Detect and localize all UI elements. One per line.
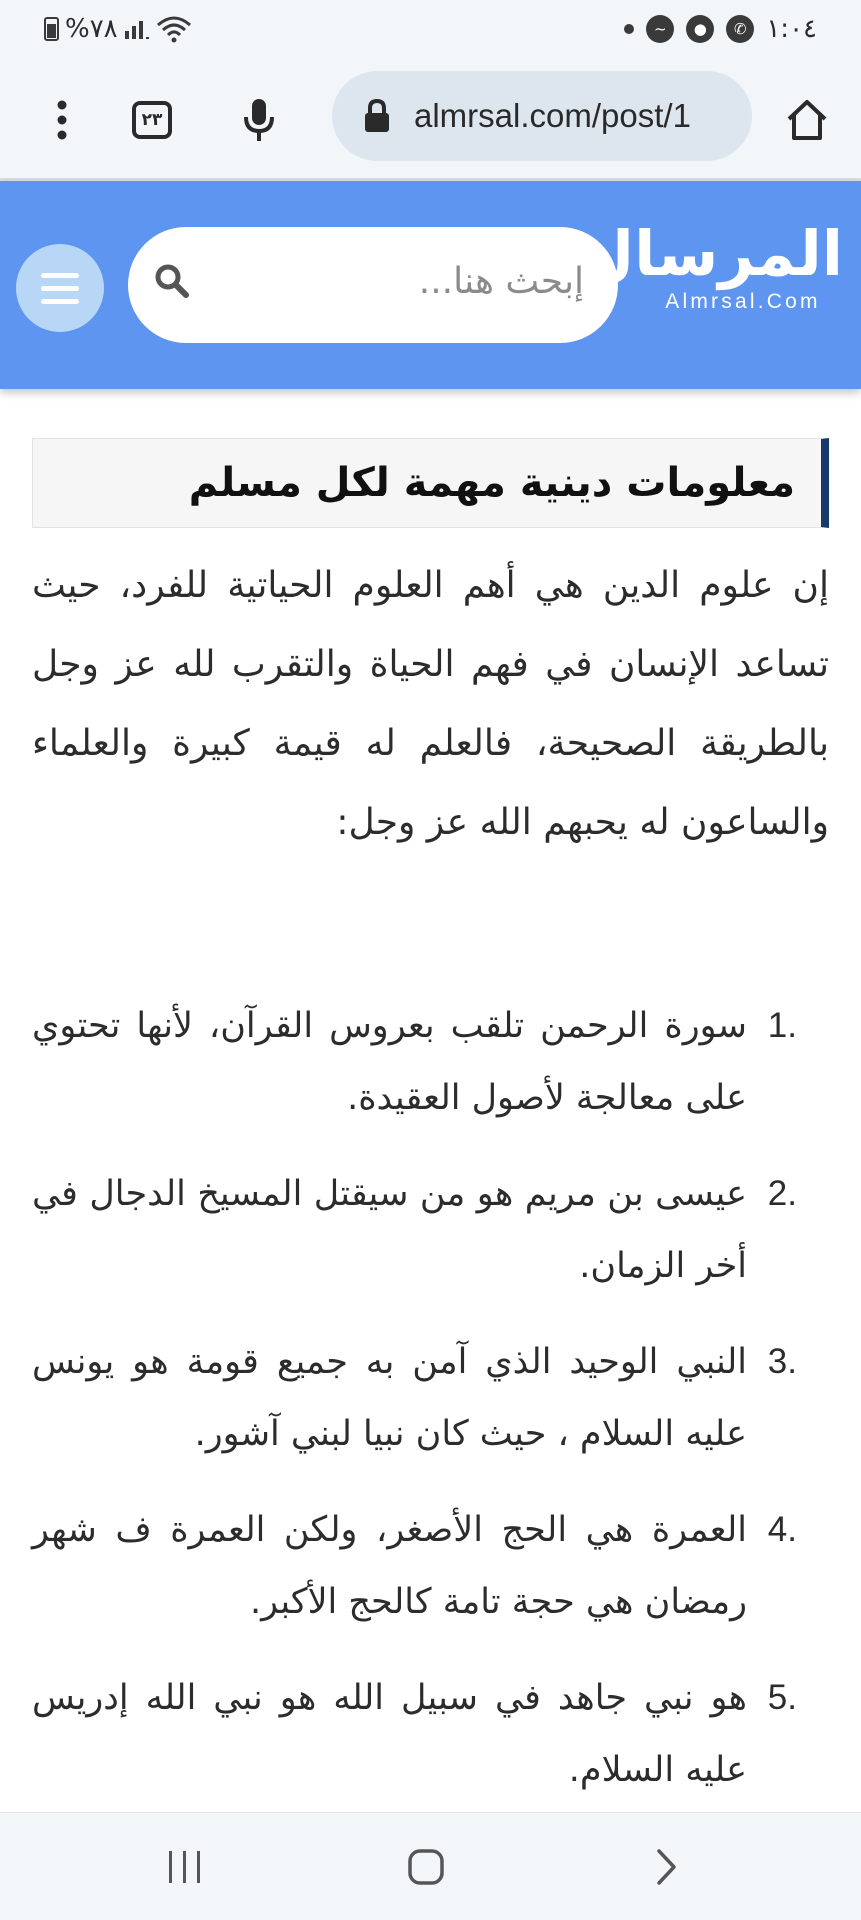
signal-icon <box>124 17 150 41</box>
list-item-number: 4. <box>767 1510 797 1549</box>
wifi-icon <box>156 15 192 43</box>
list-item-text: النبي الوحيد الذي آمن به جميع قومة هو يونس عليه السلام ، حيث كان نبيا لبني آشور. <box>32 1342 747 1454</box>
list-item-number: 3. <box>767 1342 797 1381</box>
voice-search-button[interactable] <box>219 80 299 160</box>
tab-count: ٢٣ <box>141 110 163 130</box>
list-item-number: 2. <box>767 1174 797 1213</box>
list-item-number: 5. <box>767 1678 797 1717</box>
logo-english: Almrsal.Com <box>665 290 821 314</box>
list-item <box>32 1494 829 1638</box>
list-item <box>32 1662 829 1806</box>
menu-line-icon <box>41 273 79 278</box>
mic-icon <box>242 97 276 143</box>
home-button[interactable] <box>767 80 847 160</box>
browser-toolbar <box>0 58 861 180</box>
back-icon <box>654 1847 678 1887</box>
status-right <box>624 12 817 46</box>
list-item-text: عيسى بن مريم هو من سيقتل المسيخ الدجال في أخر الزمان. <box>32 1174 747 1286</box>
status-left <box>44 12 192 46</box>
hamburger-menu-button[interactable] <box>16 244 104 332</box>
tabs-button[interactable] <box>112 80 192 160</box>
list-item-number: 1. <box>767 1006 797 1045</box>
battery-icon <box>44 17 59 41</box>
system-nav-bar <box>0 1812 861 1920</box>
list-item <box>32 1326 829 1470</box>
home-icon <box>785 98 829 142</box>
recents-button[interactable] <box>145 1839 225 1895</box>
battery-percent: %٧٨ <box>65 14 118 44</box>
soccer-icon: ● <box>686 15 714 43</box>
tabs-icon <box>132 101 172 139</box>
whatsapp-icon: ✆ <box>726 15 754 43</box>
url-text: almrsal.com/post/1 <box>414 97 691 134</box>
site-header <box>0 181 861 389</box>
list-item <box>32 1158 829 1302</box>
list-item-text: العمرة هي الحج الأصغر، ولكن العمرة ف شهر رمضان هي حجة تامة كالحج الأكبر. <box>32 1510 747 1622</box>
search-icon[interactable] <box>152 261 192 301</box>
facts-list <box>32 990 829 1830</box>
messenger-icon: ~ <box>646 15 674 43</box>
site-logo[interactable] <box>580 217 843 314</box>
menu-line-icon <box>41 299 79 304</box>
logo-arabic: المرسال <box>580 217 843 290</box>
recents-icon <box>165 1849 205 1885</box>
back-nav-button[interactable] <box>626 1839 706 1895</box>
list-item-text: هو نبي جاهد في سبيل الله هو نبي الله إدريس عليه السلام. <box>32 1678 747 1790</box>
list-item-text: سورة الرحمن تلقب بعروس القرآن، لأنها تحتوي على معالجة لأصول العقيدة. <box>32 1006 747 1118</box>
lock-icon <box>362 98 392 134</box>
status-bar <box>0 0 861 58</box>
list-item <box>32 990 829 1134</box>
search-placeholder: إبحث هنا... <box>418 261 584 302</box>
dot-icon <box>624 24 634 34</box>
menu-line-icon <box>41 286 79 291</box>
address-bar[interactable] <box>332 71 752 161</box>
home-button-icon <box>407 1848 445 1886</box>
more-icon <box>56 100 68 140</box>
article-heading-box <box>32 438 829 528</box>
status-time: ١:٠٤ <box>766 14 817 44</box>
article-title: معلومات دينية مهمة لكل مسلم <box>188 460 795 506</box>
more-menu-button[interactable] <box>22 80 102 160</box>
home-nav-button[interactable] <box>386 1839 466 1895</box>
site-search-input[interactable] <box>128 227 618 343</box>
article-intro: إن علوم الدين هي أهم العلوم الحياتية للفرد، حيث تساعد الإنسان في فهم الحياة والتقرب لله عز وجل بالطريقة الصحيحة، فالعلم له قيمة كبيرة والعلماء والساعون له يحبهم الله عز وجل: <box>32 565 829 843</box>
